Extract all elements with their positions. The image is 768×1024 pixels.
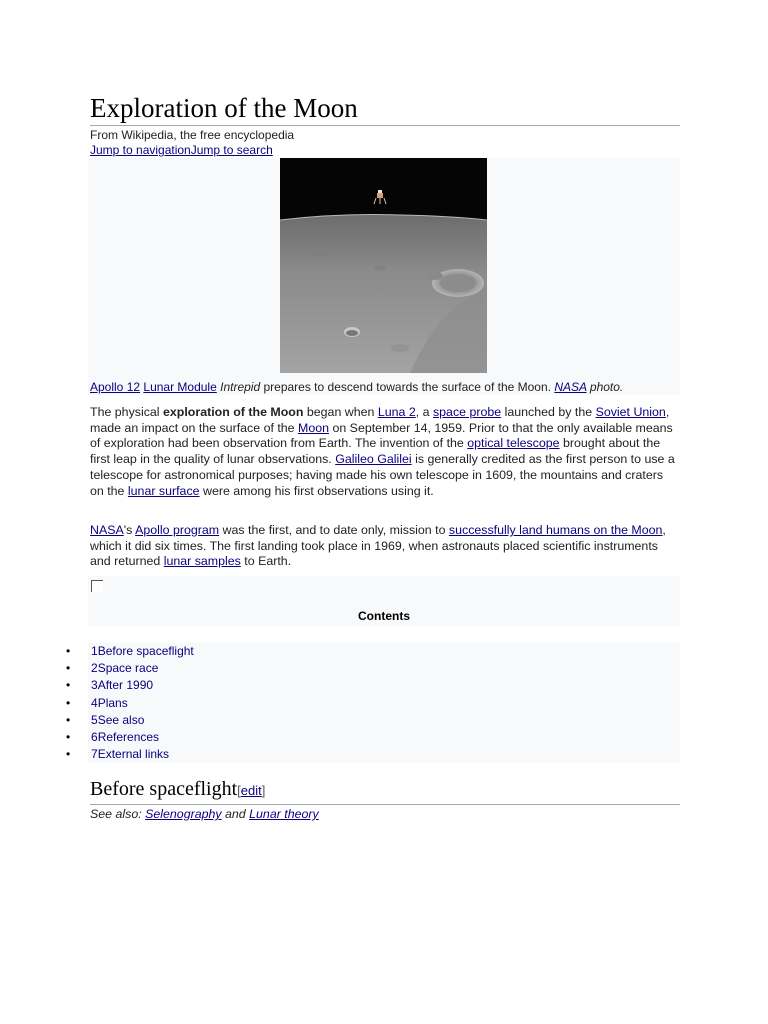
bullet-icon: •: [66, 695, 71, 710]
toc-item-number[interactable]: 7: [91, 747, 98, 762]
toc-item[interactable]: [66, 678, 680, 695]
toc-item[interactable]: [66, 747, 680, 764]
toc-header: [88, 576, 680, 626]
toc-title: Contents: [358, 609, 410, 623]
section-heading-before-spaceflight: Before spaceflight[edit]: [90, 777, 680, 805]
toc-item-number[interactable]: 3: [91, 678, 98, 693]
toc-item-label[interactable]: After 1990: [97, 678, 154, 693]
toc-item-number[interactable]: 2: [91, 661, 98, 676]
toc-item-label[interactable]: Before spaceflight: [97, 644, 194, 658]
bullet-icon: •: [66, 661, 71, 676]
intro-paragraph-2: NASA's Apollo program was the first, and to date only, mission to successfully land humans on the Moon, which it did six times. The first landing took place in 1969, when astronauts placed scientific instruments and returned lunar samples to Earth.: [90, 523, 666, 569]
tagline: From Wikipedia, the free encyclopedia: [90, 128, 295, 142]
toc-item-label[interactable]: Plans: [97, 695, 128, 710]
toc-item[interactable]: [66, 729, 680, 747]
link-selenography[interactable]: Selenography: [145, 807, 222, 821]
figure-thumbnail: [88, 158, 680, 395]
link-moon-landing[interactable]: successfully land humans on the Moon: [448, 523, 663, 537]
link-space-probe[interactable]: space probe: [432, 405, 502, 419]
link-moon[interactable]: Moon: [298, 420, 330, 435]
toc-item-number[interactable]: 4: [91, 695, 98, 710]
toc-item[interactable]: [66, 644, 680, 661]
toc-list: [66, 643, 680, 763]
toc-item-number[interactable]: 1: [91, 644, 98, 658]
caption-link-lunar-module[interactable]: Lunar Module: [143, 380, 217, 394]
toc-toggle-checkbox[interactable]: [91, 580, 103, 592]
bullet-icon: •: [66, 678, 71, 693]
toc-item-label[interactable]: See also: [97, 712, 145, 727]
figure-caption: Apollo 12 Lunar Module Intrepid prepares to descend towards the surface of the Moon. NASA photo.: [90, 380, 624, 394]
toc-item-number[interactable]: 5: [91, 712, 98, 727]
jump-to-search-link[interactable]: Jump to search: [190, 143, 273, 157]
caption-link-apollo-12[interactable]: Apollo 12: [90, 380, 141, 394]
link-soviet-union[interactable]: Soviet Union: [595, 405, 666, 419]
link-apollo-program[interactable]: Apollo program: [135, 523, 220, 537]
intro-paragraph-1: The physical exploration of the Moon began when Luna 2, a space probe launched by the Soviet Union, made an impact on the surface of the Moon on September 14, 1959. Prior to that the only available means of exploration had been observation from Earth. The invention of the optical telescope brought about the first leap in the quality of lunar observations. Galileo Galilei is generally credited as the first person to use a telescope for astronomical purposes; having made his own telescope in 1609, the mountains and craters on the lunar surface were among his first observations using it.: [90, 405, 675, 498]
link-luna-2[interactable]: Luna 2: [377, 405, 416, 419]
bullet-icon: •: [66, 729, 71, 744]
bullet-icon: •: [66, 712, 71, 727]
link-optical-telescope[interactable]: optical telescope: [467, 436, 560, 451]
edit-section-link[interactable]: edit: [240, 783, 262, 798]
link-lunar-theory[interactable]: Lunar theory: [249, 807, 319, 821]
link-lunar-samples[interactable]: lunar samples: [163, 554, 241, 569]
link-nasa[interactable]: NASA: [90, 523, 124, 537]
toc-item[interactable]: [66, 661, 680, 678]
lunar-module-over-moon-photo[interactable]: [280, 158, 487, 373]
toc-item-label[interactable]: Space race: [97, 661, 159, 676]
see-also-hatnote: See also: Selenography and Lunar theory: [90, 807, 319, 821]
jump-links: [90, 143, 273, 158]
toc-item-label[interactable]: References: [97, 729, 160, 744]
toc-item-label[interactable]: External links: [97, 747, 170, 762]
edit-section-link-wrapper: [edit]: [237, 783, 266, 798]
link-lunar-surface[interactable]: lunar surface: [127, 483, 200, 498]
toc-item-number[interactable]: 6: [91, 729, 98, 744]
link-galileo-galilei[interactable]: Galileo Galilei: [335, 452, 412, 467]
toc-item[interactable]: [66, 695, 680, 713]
toc-item[interactable]: [66, 712, 680, 730]
bullet-icon: •: [66, 644, 71, 658]
jump-to-navigation-link[interactable]: Jump to navigation: [90, 143, 191, 157]
page-title: Exploration of the Moon: [90, 92, 680, 126]
bullet-icon: •: [66, 747, 71, 762]
caption-link-nasa[interactable]: NASA: [554, 380, 587, 394]
